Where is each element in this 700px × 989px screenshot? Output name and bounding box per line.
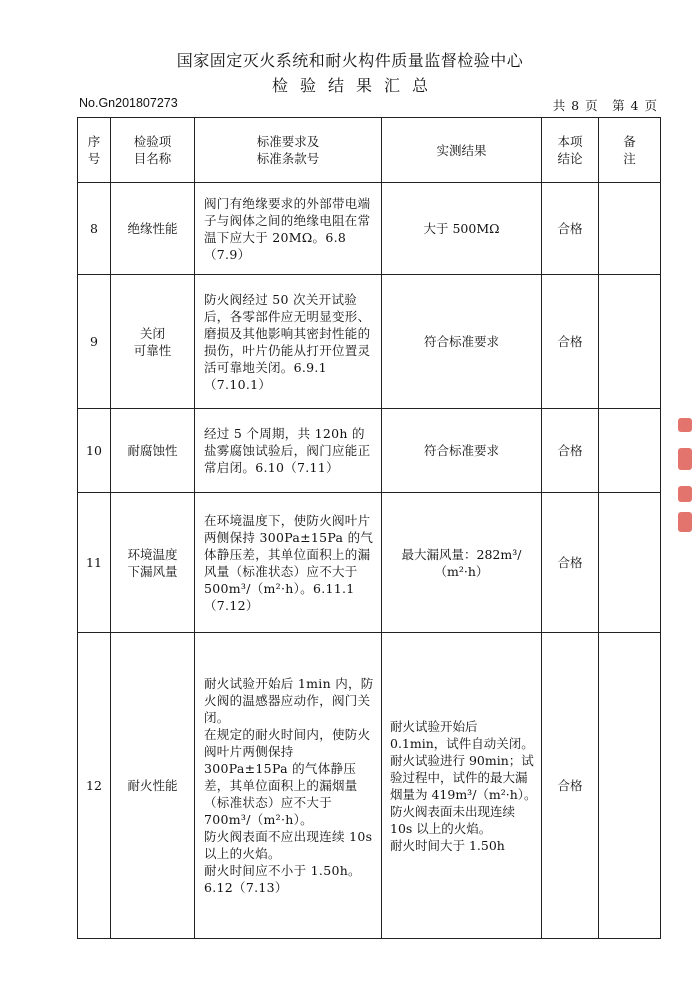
row-item-name: 环境温度 下漏风量 <box>111 493 195 633</box>
row-seq: 11 <box>78 493 111 633</box>
col-header-conclusion: 本项 结论 <box>542 118 599 183</box>
row-seq: 9 <box>78 275 111 409</box>
row-conclusion: 合格 <box>542 409 599 493</box>
table-row <box>78 493 661 633</box>
row-requirement: 防火阀经过 50 次关开试验后，各零部件应无明显变形、磨损及其他影响其密封性能的损伤，叶片仍能从打开位置灵活可靠地关闭。6.9.1（7.10.1） <box>195 275 382 409</box>
col-header-remark: 备 注 <box>599 118 661 183</box>
row-seq: 12 <box>78 633 111 939</box>
row-conclusion: 合格 <box>542 493 599 633</box>
row-remark <box>599 275 661 409</box>
table-row <box>78 633 661 939</box>
row-seq: 8 <box>78 183 111 275</box>
page-info: 共 8 页 第 4 页 <box>552 98 658 113</box>
table-row <box>78 183 661 275</box>
row-result: 符合标准要求 <box>382 275 542 409</box>
row-result: 符合标准要求 <box>382 409 542 493</box>
org-title: 国家固定灭火系统和耐火构件质量监督检验中心 <box>176 51 524 70</box>
col-header-seq: 序 号 <box>78 118 111 183</box>
row-requirement: 阀门有绝缘要求的外部带电端子与阀体之间的绝缘电阻在常温下应大于 20MΩ。6.8（7.9） <box>195 183 382 275</box>
report-number: No.Gn201807273 <box>79 96 178 110</box>
row-result: 耐火试验开始后 0.1min，试件自动关闭。耐火试验进行 90min；试验过程中，试件的最大漏烟量为 419m³/（m²·h）。 防火阀表面未出现连续 10s 以上的火焰。 耐火时间大于 1.50h <box>382 633 542 939</box>
row-item-name: 绝缘性能 <box>111 183 195 275</box>
col-header-requirement: 标准要求及 标准条款号 <box>195 118 382 183</box>
row-item-name: 耐火性能 <box>111 633 195 939</box>
col-header-result: 实测结果 <box>382 118 542 183</box>
row-seq: 10 <box>78 409 111 493</box>
row-item-name: 耐腐蚀性 <box>111 409 195 493</box>
row-remark <box>599 633 661 939</box>
row-requirement: 经过 5 个周期，共 120h 的盐雾腐蚀试验后，阀门应能正常启闭。6.10（7.11） <box>195 409 382 493</box>
doc-title: 检验结果汇总 <box>271 76 440 95</box>
table-row <box>78 409 661 493</box>
table-header-row <box>78 118 661 183</box>
col-header-item: 检验项 目名称 <box>111 118 195 183</box>
row-conclusion: 合格 <box>542 633 599 939</box>
row-conclusion: 合格 <box>542 275 599 409</box>
row-remark <box>599 183 661 275</box>
row-requirement: 耐火试验开始后 1min 内，防火阀的温感器应动作，阀门关闭。 在规定的耐火时间内，使防火阀叶片两侧保持 300Pa±15Pa 的气体静压差，其单位面积上的漏烟量（标准状态）应不大于 700m³/（m²·h）。 防火阀表面不应出现连续 10s 以上的火焰。 耐火时间应不小于 1.50h。6.12（7.13） <box>195 633 382 939</box>
row-result: 大于 500MΩ <box>382 183 542 275</box>
row-result: 最大漏风量：282m³/（m²·h） <box>382 493 542 633</box>
results-table <box>77 117 661 939</box>
row-item-name: 关闭 可靠性 <box>111 275 195 409</box>
row-remark <box>599 493 661 633</box>
row-remark <box>599 409 661 493</box>
row-conclusion: 合格 <box>542 183 599 275</box>
table-row <box>78 275 661 409</box>
row-requirement: 在环境温度下，使防火阀叶片两侧保持 300Pa±15Pa 的气体静压差，其单位面积上的漏风量（标准状态）应不大于 500m³/（m²·h）。6.11.1（7.12） <box>195 493 382 633</box>
